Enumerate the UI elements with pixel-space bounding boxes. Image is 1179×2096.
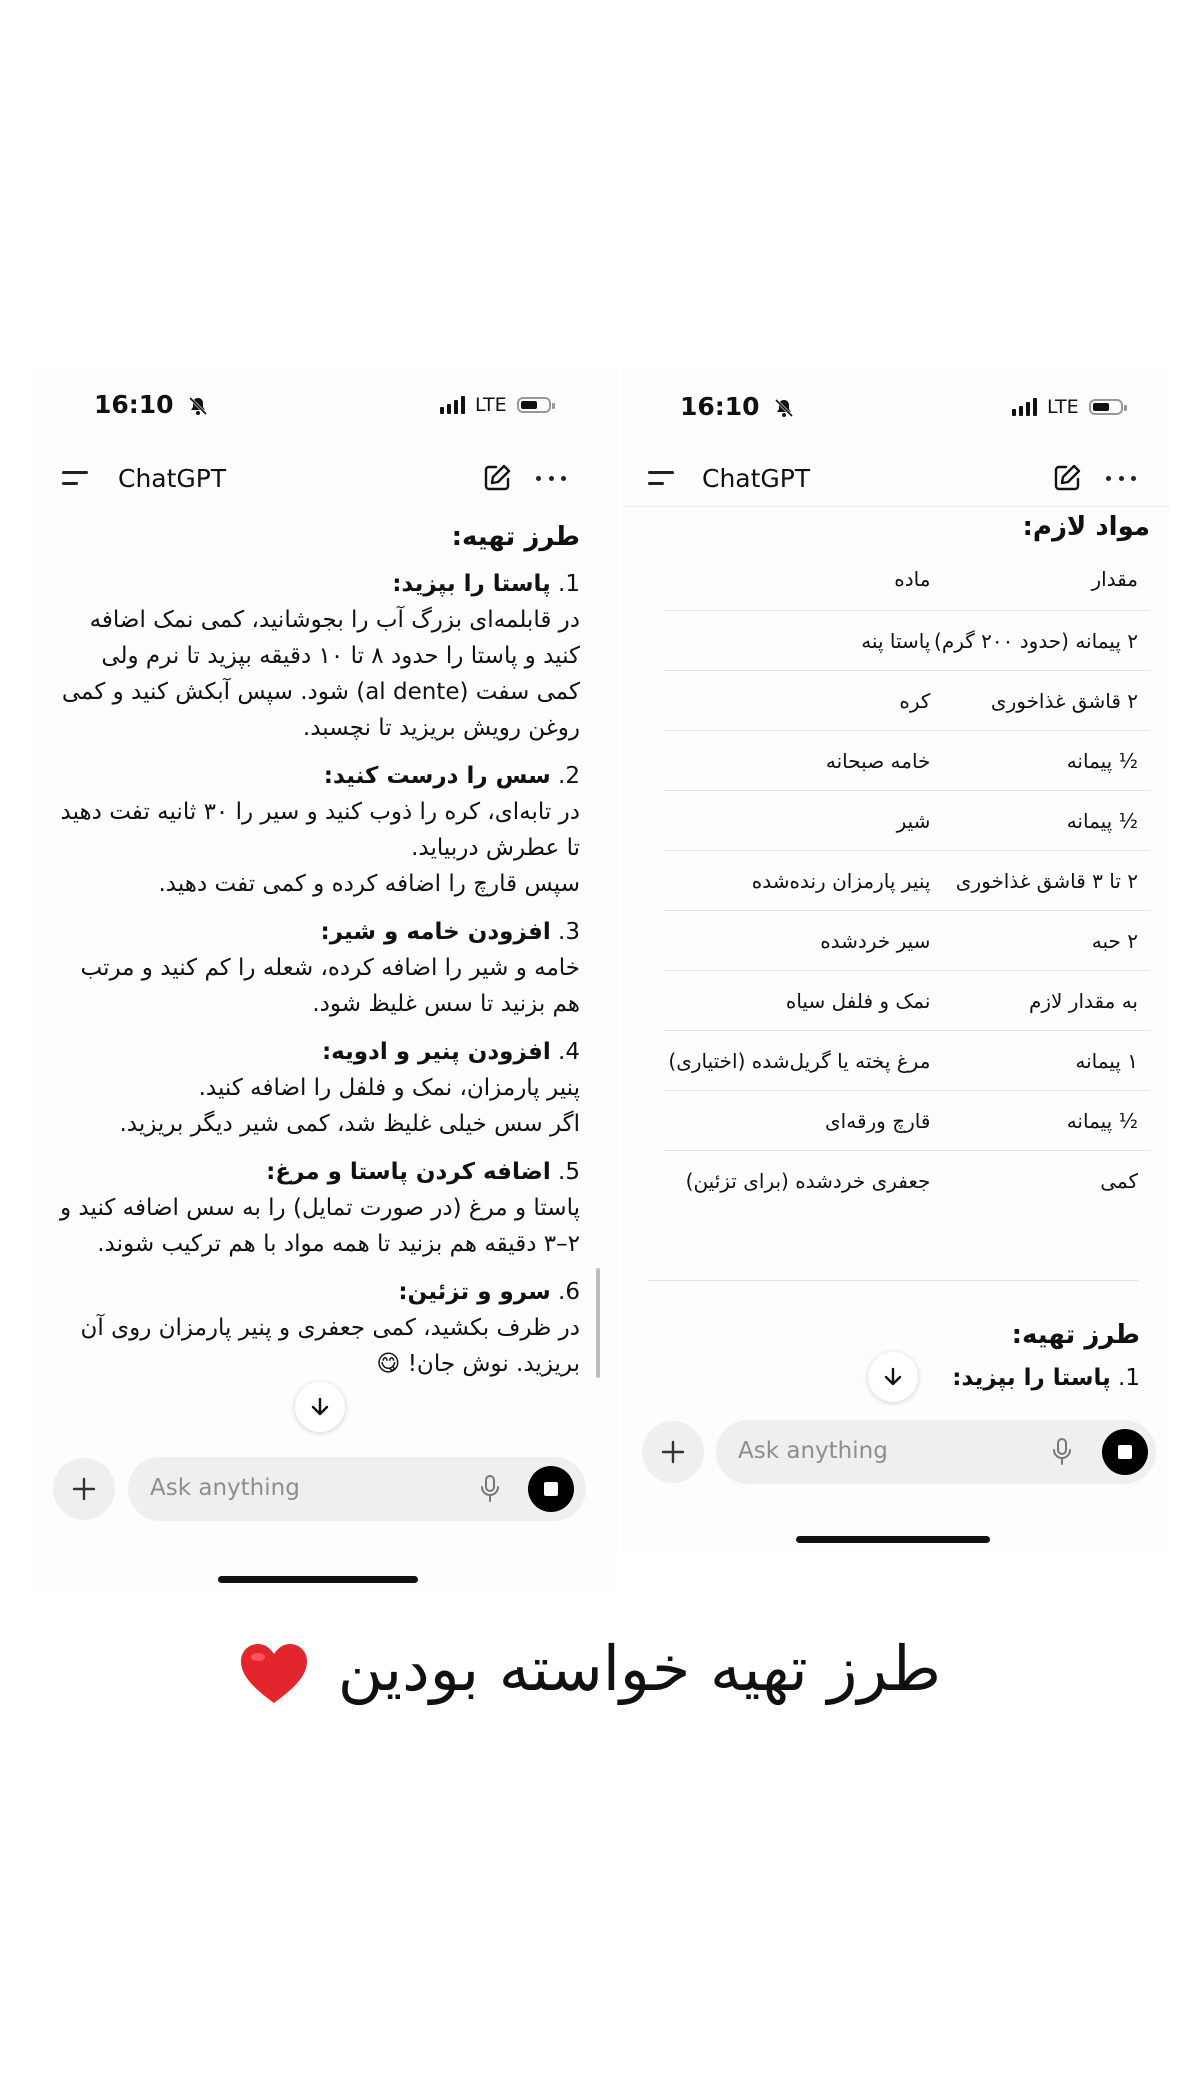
battery-icon: [517, 397, 551, 413]
plus-icon: [71, 1476, 97, 1502]
stop-button[interactable]: [1102, 1429, 1148, 1475]
attach-button[interactable]: [642, 1421, 704, 1483]
menu-icon[interactable]: [648, 466, 676, 490]
bell-muted-icon: [774, 398, 794, 418]
recipe-instructions: [58, 522, 580, 1382]
step-6: 6. سرو و تزئین: در ظرف بکشید، کمی جعفری و پنیر پارمزان روی آن بریزید. نوش جان! 😋: [80, 1279, 580, 1377]
caption-text: طرز تهیه خواسته بودین: [337, 1632, 941, 1705]
message-input[interactable]: [128, 1457, 586, 1521]
menu-icon[interactable]: [62, 466, 90, 490]
scrollbar[interactable]: [596, 1268, 600, 1378]
red-heart-icon: [238, 1641, 310, 1707]
step-1: 1. پاستا را بپزید:: [952, 1365, 1140, 1391]
table-row: ½ پیمانه قارچ ورقه‌ای: [664, 1091, 1150, 1151]
microphone-icon[interactable]: [480, 1474, 500, 1504]
status-indicators: [440, 394, 551, 416]
status-time: 16:10: [94, 390, 208, 419]
plus-icon: [660, 1439, 686, 1465]
right-phone-screenshot: [622, 368, 1170, 1552]
step-5: 5. اضافه کردن پاستا و مرغ: پاستا و مرغ (در صورت تمایل) را به سس اضافه کنید و ۲–۳ دقیقه هم بزنید تا همه مواد با هم ترکیب شوند.: [60, 1159, 580, 1257]
scroll-down-button[interactable]: [295, 1382, 345, 1432]
table-header: [664, 548, 1150, 611]
network-label: LTE: [475, 394, 507, 416]
status-indicators: [1012, 396, 1123, 418]
arrow-down-icon: [882, 1366, 904, 1388]
step-2: 2. سس را درست کنید: در تابه‌ای، کره را ذوب کنید و سیر را ۳۰ ثانیه تفت دهید تا عطرش دربیاید. سپس قارچ را اضافه کرده و کمی تفت دهید.: [60, 763, 580, 897]
section-divider: [648, 1280, 1138, 1281]
table-row: ۲ پیمانه (حدود ۲۰۰ گرم) پاستا پنه: [664, 611, 1150, 671]
new-chat-icon[interactable]: [482, 463, 512, 493]
stop-button[interactable]: [528, 1466, 574, 1512]
input-placeholder: Ask anything: [150, 1475, 300, 1501]
scroll-down-button[interactable]: [868, 1352, 918, 1402]
ingredients-title: مواد لازم:: [1022, 512, 1150, 542]
input-placeholder: Ask anything: [738, 1438, 888, 1464]
table-row: ½ پیمانه شیر: [664, 791, 1150, 851]
attach-button[interactable]: [53, 1458, 115, 1520]
more-options-icon[interactable]: [1106, 463, 1136, 493]
section-title: طرز تهیه:: [1011, 1320, 1140, 1350]
section-title: طرز تهیه:: [451, 522, 580, 552]
table-row: به مقدار لازم نمک و فلفل سیاه: [664, 971, 1150, 1031]
top-bar: [622, 450, 1170, 506]
home-indicator: [796, 1536, 990, 1543]
caption: [0, 1632, 1179, 1707]
step-3: 3. افزودن خامه و شیر: خامه و شیر را اضافه کرده، شعله را کم کنید و مرتب هم بزنید تا سس غلیظ شود.: [80, 919, 580, 1017]
more-options-icon[interactable]: [536, 463, 566, 493]
table-row: ۱ پیمانه مرغ پخته یا گریل‌شده (اختیاری): [664, 1031, 1150, 1091]
step-4: 4. افزودن پنیر و ادویه: پنیر پارمزان، نمک و فلفل را اضافه کنید. اگر سس خیلی غلیظ شد، کمی شیر دیگر بریزید.: [119, 1039, 580, 1137]
header-amount: مقدار: [930, 548, 1150, 611]
bell-muted-icon: [188, 396, 208, 416]
left-phone-screenshot: [36, 368, 618, 1594]
table-row: ½ پیمانه خامه صبحانه: [664, 731, 1150, 791]
status-time: 16:10: [680, 392, 794, 421]
new-chat-icon[interactable]: [1052, 463, 1082, 493]
app-title: ChatGPT: [702, 463, 811, 493]
microphone-icon[interactable]: [1052, 1437, 1072, 1467]
ingredients-section: [642, 512, 1150, 1210]
message-input[interactable]: [716, 1420, 1156, 1484]
top-bar: [36, 450, 618, 506]
signal-icon: [1012, 398, 1037, 416]
header-item: ماده: [664, 548, 930, 611]
header-divider: [622, 506, 1170, 507]
battery-icon: [1089, 399, 1123, 415]
network-label: LTE: [1047, 396, 1079, 418]
app-title: ChatGPT: [118, 463, 227, 493]
home-indicator: [218, 1576, 418, 1583]
step-1: 1. پاستا را بپزید: در قابلمه‌ای بزرگ آب را بجوشانید، کمی نمک اضافه کنید و پاستا را حدود ۸ تا ۱۰ دقیقه بپزید تا نرم ولی کمی سفت (al dente) شود. سپس آبکش کنید و کمی روغن رویش بریزید تا نچسبد.: [61, 571, 580, 741]
signal-icon: [440, 396, 465, 414]
table-row: ۲ حبه سیر خردشده: [664, 911, 1150, 971]
ingredients-table: [664, 548, 1150, 1210]
table-row: ۲ تا ۳ قاشق غذاخوری پنیر پارمزان رنده‌شده: [664, 851, 1150, 911]
arrow-down-icon: [309, 1396, 331, 1418]
table-row: ۲ قاشق غذاخوری کره: [664, 671, 1150, 731]
table-row: کمی جعفری خردشده (برای تزئین): [685, 1168, 1138, 1193]
